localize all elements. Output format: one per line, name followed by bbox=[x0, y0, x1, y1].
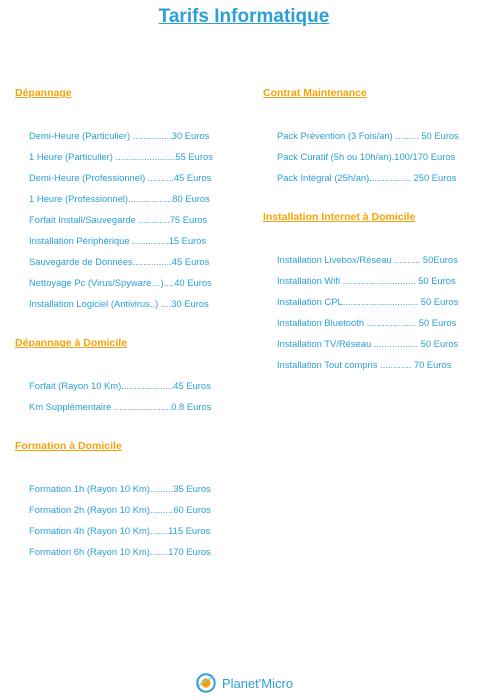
price-row: Pack Intégral (25h/an)................ 250 Euros bbox=[277, 172, 457, 183]
section-heading: Contrat Maintenance bbox=[263, 87, 367, 99]
price-row: Forfait Install/Sauvegarde ............75 Euros bbox=[29, 214, 208, 225]
price-row: Installation CPL............................. 50 Euros bbox=[277, 296, 459, 307]
price-row: 1 Heure (Particulier) .......................55 Euros bbox=[29, 151, 213, 162]
price-row: Sauvegarde de Données...............45 Euros bbox=[29, 256, 210, 267]
section-heading: Dépannage bbox=[15, 87, 72, 99]
right-column bbox=[263, 86, 478, 375]
footer-brand bbox=[0, 672, 488, 694]
price-row: Formation 4h (Rayon 10 Km).......115 Euros bbox=[29, 525, 211, 536]
price-row: Formation 1h (Rayon 10 Km).........35 Euros bbox=[29, 483, 211, 494]
section-heading: Formation à Domicile bbox=[15, 440, 122, 452]
price-row: Nettoyage Pc (Virus/Spyware…)....40 Euros bbox=[29, 277, 212, 288]
section-depannage bbox=[15, 86, 235, 314]
price-row: Installation Bluetooth ................... 50 Euros bbox=[277, 317, 457, 328]
price-row: Installation TV/Réseau ................. 50 Euros bbox=[277, 338, 459, 349]
price-row: Installation Logiciel (Antivirus..) ....30 Euros bbox=[29, 298, 209, 309]
section-installation-internet bbox=[263, 210, 478, 375]
price-row: Pack Prévention (3 Fois/an) ......... 50 Euros bbox=[277, 130, 459, 141]
left-column bbox=[15, 86, 235, 562]
brand-name: Planet'Micro bbox=[221, 675, 294, 691]
page-title: Tarifs Informatique bbox=[158, 6, 330, 27]
price-row: Forfait (Rayon 10 Km)....................45 Euros bbox=[29, 380, 211, 391]
section-depannage-domicile bbox=[15, 336, 235, 417]
price-row: Installation Tout compris ............ 70 Euros bbox=[277, 359, 452, 370]
price-row: Installation Périphérique ..............15 Euros bbox=[29, 235, 207, 246]
price-row: Formation 6h (Rayon 10 Km).......170 Euros bbox=[29, 546, 211, 557]
price-row: 1 Heure (Professionnel).................80 Euros bbox=[29, 193, 210, 204]
price-row: Installation Livebox/Réseau .......... 50Euros bbox=[277, 254, 458, 265]
price-row: Demi-Heure (Professionnel) ..........45 Euros bbox=[29, 172, 212, 183]
price-row: Installation Wifi ............................ 50 Euros bbox=[277, 275, 456, 286]
section-formation-domicile bbox=[15, 439, 235, 562]
price-row: Pack Curatif (5h ou 10h/an).100/170 Euros bbox=[277, 151, 456, 162]
price-row: Demi-Heure (Particulier) ...............30 Euros bbox=[29, 130, 210, 141]
price-row: Km Supplémentaire ......................0.8 Euros bbox=[29, 401, 212, 412]
section-contrat-maintenance bbox=[263, 86, 478, 188]
planet-micro-logo-icon bbox=[195, 672, 217, 694]
section-heading: Dépannage à Domicile bbox=[15, 337, 128, 349]
price-row: Formation 2h (Rayon 10 Km).........60 Euros bbox=[29, 504, 211, 515]
section-heading: Installation Internet à Domicile bbox=[263, 211, 416, 223]
